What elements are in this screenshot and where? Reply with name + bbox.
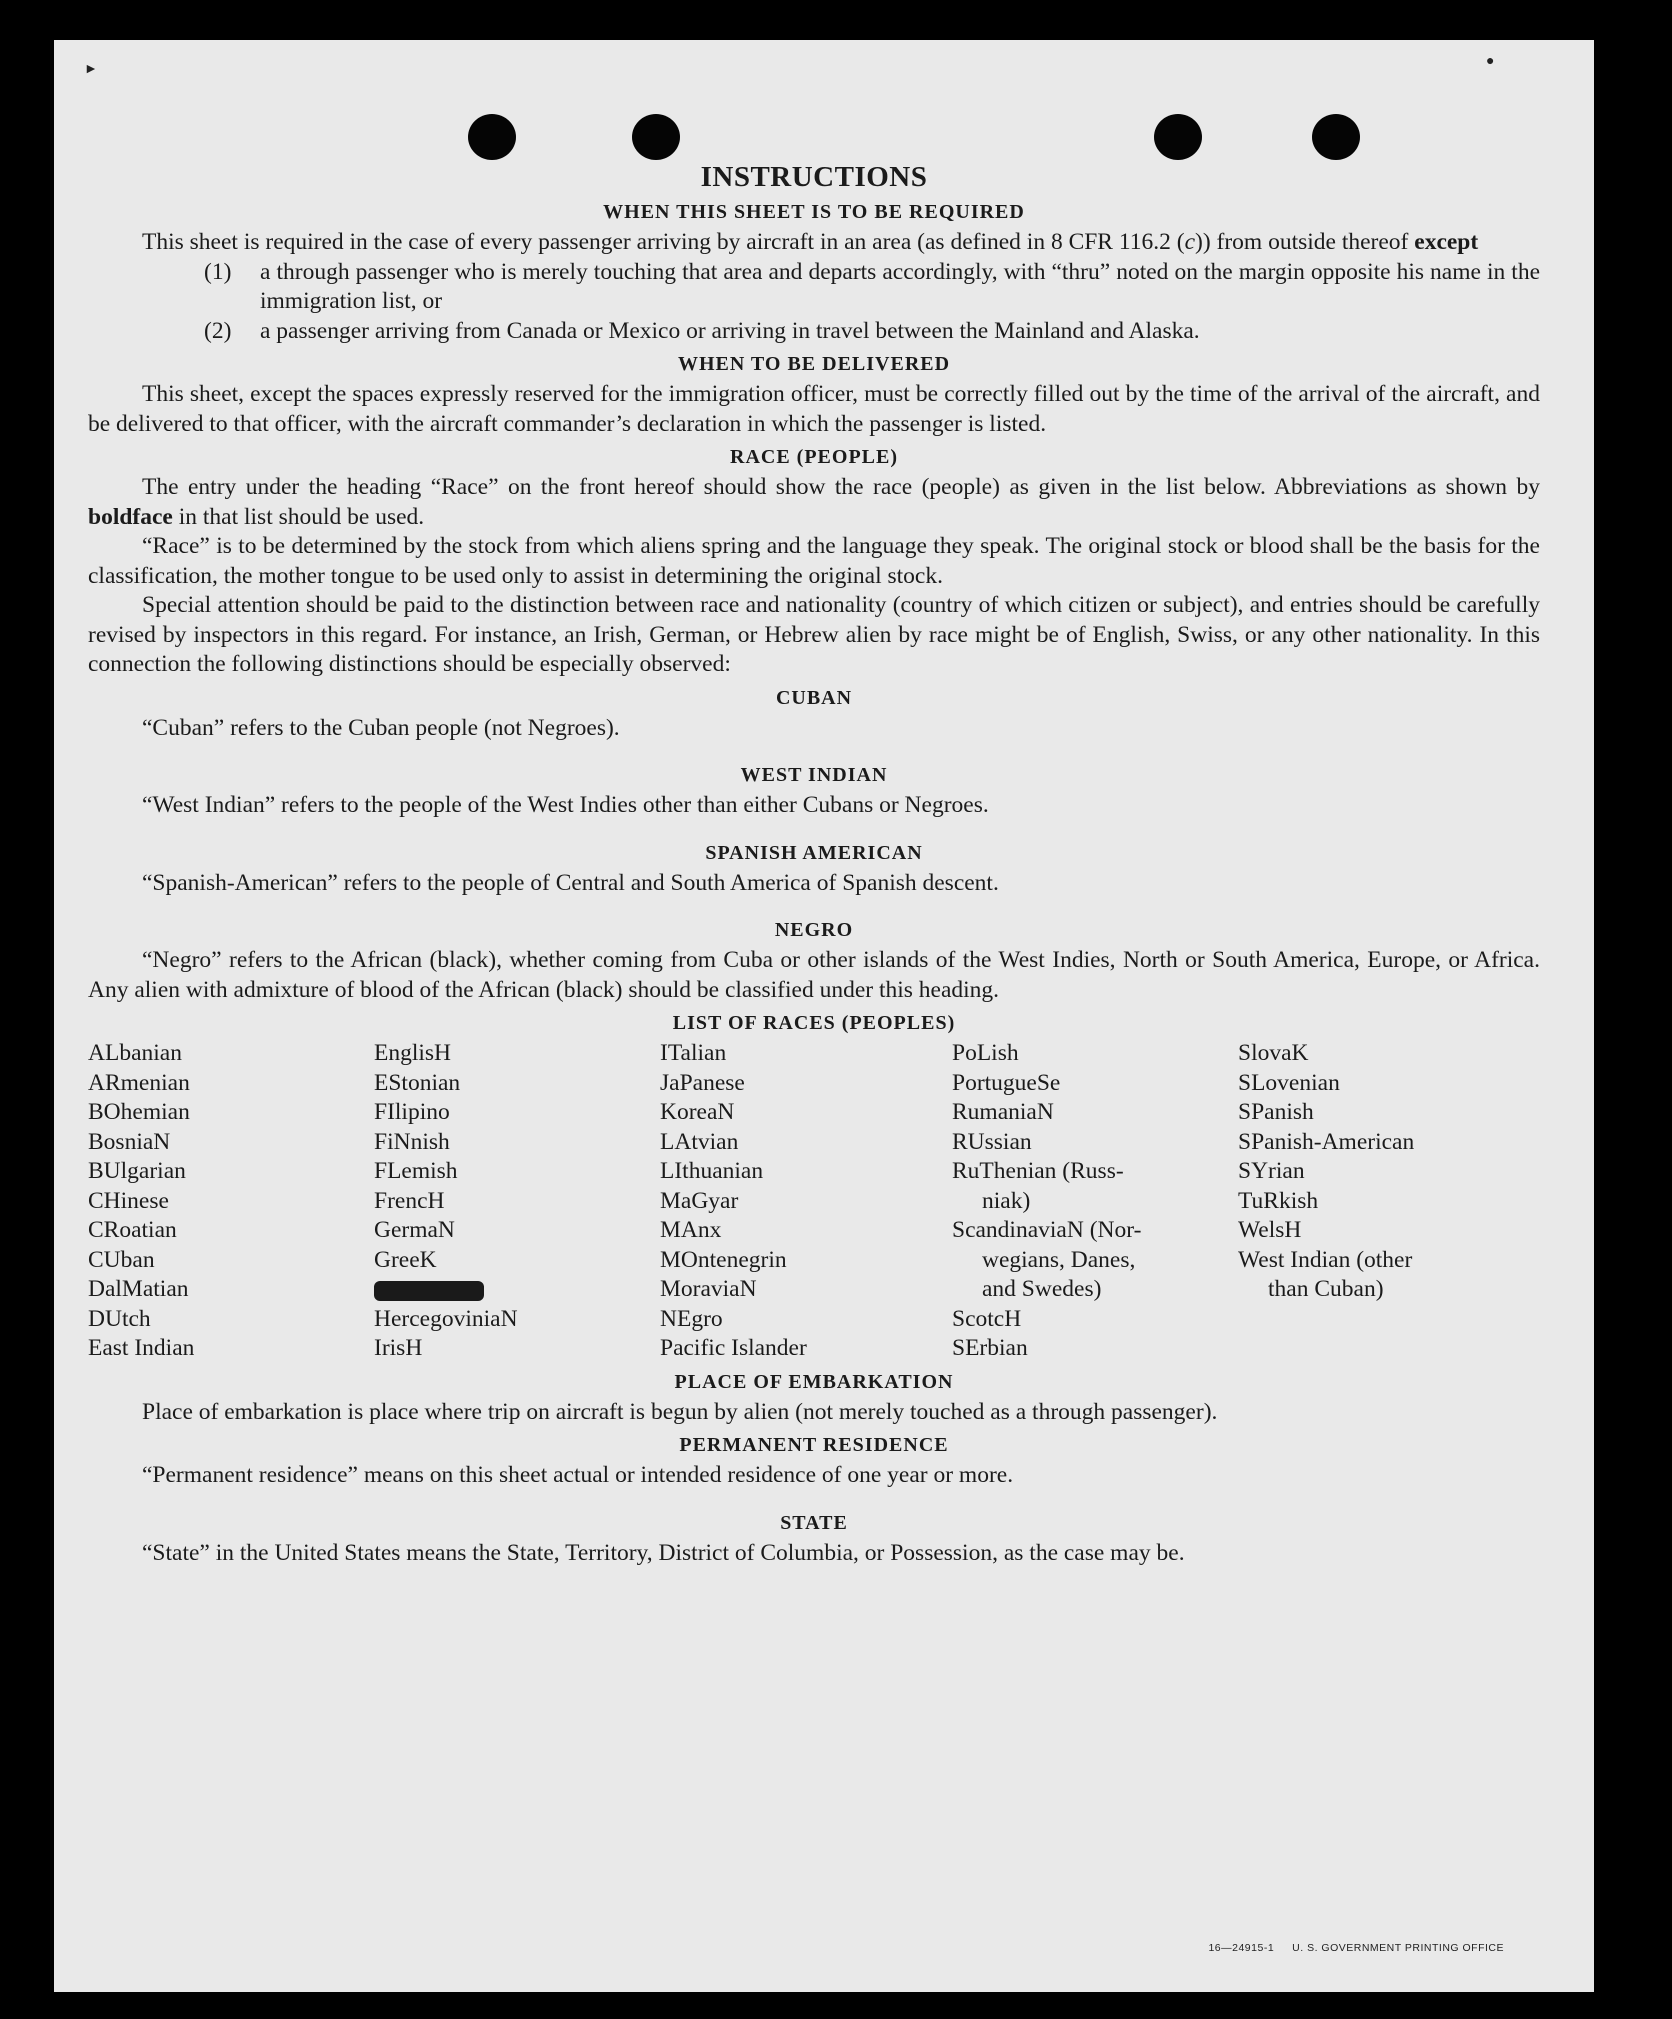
race-entry: SErbian bbox=[952, 1335, 1028, 1361]
race-entry: ScandinaviaN (Nor- bbox=[952, 1217, 1142, 1243]
race-entry: GermaN bbox=[374, 1217, 455, 1243]
race-column bbox=[374, 1039, 660, 1364]
section-title-west-indian: WEST INDIAN bbox=[740, 764, 888, 786]
race-entry: GreeK bbox=[374, 1246, 437, 1273]
race-entry: ITalian bbox=[660, 1040, 727, 1066]
instruction-sheet bbox=[54, 40, 1594, 1992]
race-entry: EStonian bbox=[374, 1069, 461, 1096]
race-entry: SlovaK bbox=[1238, 1040, 1309, 1066]
race-entry: WelsH bbox=[1238, 1217, 1302, 1243]
race-entry: EnglisH bbox=[374, 1040, 452, 1066]
punch-hole bbox=[632, 114, 680, 160]
race-entry: MAnx bbox=[660, 1217, 722, 1243]
race-entry: SPanish-American bbox=[1238, 1128, 1415, 1155]
section-title-when-required: WHEN THIS SHEET IS TO BE REQUIRED bbox=[603, 201, 1025, 223]
section-title-spanish-american: SPANISH AMERICAN bbox=[705, 841, 923, 864]
state-text: “State” in the United States means the State, Territory, District of Columbia, or Possession, as the case may be. bbox=[142, 1539, 1185, 1566]
race-entry: HercegoviniaN bbox=[374, 1305, 518, 1332]
list-of-races-title: LIST OF RACES (PEOPLES) bbox=[672, 1012, 956, 1034]
race-entry: SLovenian bbox=[1238, 1069, 1340, 1096]
section-title-cuban: CUBAN bbox=[775, 686, 853, 709]
race-column bbox=[88, 1039, 374, 1364]
corner-mark-icon: ► bbox=[84, 62, 98, 77]
race-column bbox=[1238, 1039, 1540, 1364]
punch-hole bbox=[1154, 114, 1202, 160]
race-entry: CUban bbox=[88, 1246, 155, 1273]
when-delivered-text: This sheet, except the spaces expressly reserved for the immigration officer, must be correctly filled out by the time of the arrival of the aircraft, and be delivered to that officer, with the aircraft commander’s declaration in which the passenger is listed. bbox=[88, 381, 1540, 437]
race-entry-continued: than Cuban) bbox=[1268, 1276, 1384, 1302]
race-entry: ARmenian bbox=[88, 1069, 190, 1096]
race-entry: DUtch bbox=[88, 1305, 151, 1332]
race-entry: BosniaN bbox=[88, 1128, 171, 1155]
race-entry: RUssian bbox=[952, 1128, 1032, 1155]
race-entry: TuRkish bbox=[1238, 1187, 1319, 1214]
race-entry: West Indian (other bbox=[1238, 1246, 1413, 1273]
race-entry: CRoatian bbox=[88, 1217, 177, 1243]
race-entry: FIlipino bbox=[374, 1099, 450, 1125]
west-indian-text: “West Indian” refers to the people of the West Indies other than either Cubans or Negroes. bbox=[142, 792, 989, 818]
redacted-entry bbox=[374, 1275, 660, 1305]
race-entry: FiNnish bbox=[374, 1128, 450, 1155]
race-entry: RuThenian (Russ- bbox=[952, 1158, 1124, 1184]
corner-mark-icon: ● bbox=[1486, 54, 1495, 69]
residence-text: “Permanent residence” means on this sheet actual or intended residence of one year or more. bbox=[142, 1462, 1014, 1488]
race-entry: NEgro bbox=[660, 1305, 723, 1332]
spanish-american-text: “Spanish-American” refers to the people of Central and South America of Spanish descent. bbox=[142, 869, 999, 896]
exception-item: (1) a through passenger who is merely touching that area and departs accordingly, with “thru” noted on the margin opposite his name in the immigration list, or bbox=[204, 258, 1540, 314]
section-title-negro: NEGRO bbox=[774, 919, 854, 941]
race-entry: MaGyar bbox=[660, 1187, 739, 1214]
race-entry: Pacific Islander bbox=[660, 1335, 807, 1361]
race-entry: SPanish bbox=[1238, 1099, 1314, 1125]
race-paragraph: The entry under the heading “Race” on the front hereof should show the race (people) as given in the list below. Abbreviations as shown by boldface in that list should be used. bbox=[88, 474, 1540, 530]
race-entry: JaPanese bbox=[660, 1069, 745, 1096]
section-title-embarkation: PLACE OF EMBARKATION bbox=[674, 1370, 954, 1393]
race-entry: RumaniaN bbox=[952, 1099, 1054, 1125]
race-entry: FrencH bbox=[374, 1187, 445, 1214]
race-paragraph: “Race” is to be determined by the stock from which aliens spring and the language they speak. The original stock or blood shall be the basis for the classification, the mother tongue to be used only to assist in determining the original stock. bbox=[88, 533, 1540, 589]
race-entry: ScotcH bbox=[952, 1305, 1022, 1332]
section-title-residence: PERMANENT RESIDENCE bbox=[679, 1434, 949, 1456]
race-column bbox=[952, 1039, 1238, 1364]
punch-hole bbox=[1312, 114, 1360, 160]
race-column bbox=[660, 1039, 952, 1364]
cuban-text: “Cuban” refers to the Cuban people (not Negroes). bbox=[142, 714, 620, 741]
race-entry: ALbanian bbox=[88, 1040, 182, 1066]
race-list bbox=[88, 1039, 1540, 1364]
race-entry: MoraviaN bbox=[660, 1276, 757, 1302]
race-entry: SYrian bbox=[1238, 1158, 1305, 1184]
race-entry-continued: niak) bbox=[982, 1187, 1031, 1214]
printer-credit: U. S. GOVERNMENT PRINTING OFFICE bbox=[1292, 1942, 1504, 1954]
redaction-mark bbox=[374, 1281, 484, 1301]
race-entry-continued: and Swedes) bbox=[982, 1276, 1102, 1302]
form-number: 16—24915-1 bbox=[1208, 1942, 1275, 1954]
section-title-state: STATE bbox=[780, 1511, 848, 1534]
print-code bbox=[1190, 1942, 1504, 1954]
race-entry: East Indian bbox=[88, 1335, 195, 1361]
race-entry: FLemish bbox=[374, 1158, 458, 1184]
race-entry: CHinese bbox=[88, 1187, 169, 1214]
race-paragraph: Special attention should be paid to the distinction between race and nationality (country of which citizen or subject), and entries should be carefully revised by inspectors in this regard. For instance, an Irish, German, or Hebrew alien by race might be of English, Swiss, or any other nationality. In this connection the following distinctions should be especially observed: bbox=[88, 592, 1540, 677]
embarkation-text: Place of embarkation is place where trip on aircraft is begun by alien (not merely touched as a through passenger). bbox=[142, 1398, 1218, 1425]
section-title-race: RACE (PEOPLE) bbox=[730, 446, 898, 468]
when-required-intro: This sheet is required in the case of every passenger arriving by aircraft in an area (as defined in 8 CFR 116.2 (c)) from outside thereof except bbox=[142, 229, 1479, 255]
punch-hole bbox=[468, 114, 516, 160]
race-entry: LAtvian bbox=[660, 1128, 739, 1155]
negro-text: “Negro” refers to the African (black), whether coming from Cuba or other islands of the West Indies, North or South America, Europe, or Africa. Any alien with admixture of blood of the African (black) should be classified under this heading. bbox=[88, 947, 1540, 1003]
race-entry: DalMatian bbox=[88, 1276, 189, 1302]
race-entry: BUlgarian bbox=[88, 1158, 186, 1184]
race-entry-continued: wegians, Danes, bbox=[982, 1246, 1136, 1273]
page-title: INSTRUCTIONS bbox=[700, 161, 928, 193]
race-entry: PortugueSe bbox=[952, 1069, 1061, 1096]
race-entry: BOhemian bbox=[88, 1099, 190, 1125]
exception-item: (2) a passenger arriving from Canada or Mexico or arriving in travel between the Mainland and Alaska. bbox=[204, 317, 1200, 344]
race-entry: PoLish bbox=[952, 1040, 1019, 1066]
race-entry: IrisH bbox=[374, 1335, 423, 1361]
race-entry: LIthuanian bbox=[660, 1158, 764, 1184]
race-entry: MOntenegrin bbox=[660, 1246, 787, 1273]
section-title-when-delivered: WHEN TO BE DELIVERED bbox=[677, 353, 951, 375]
race-entry: KoreaN bbox=[660, 1099, 735, 1125]
